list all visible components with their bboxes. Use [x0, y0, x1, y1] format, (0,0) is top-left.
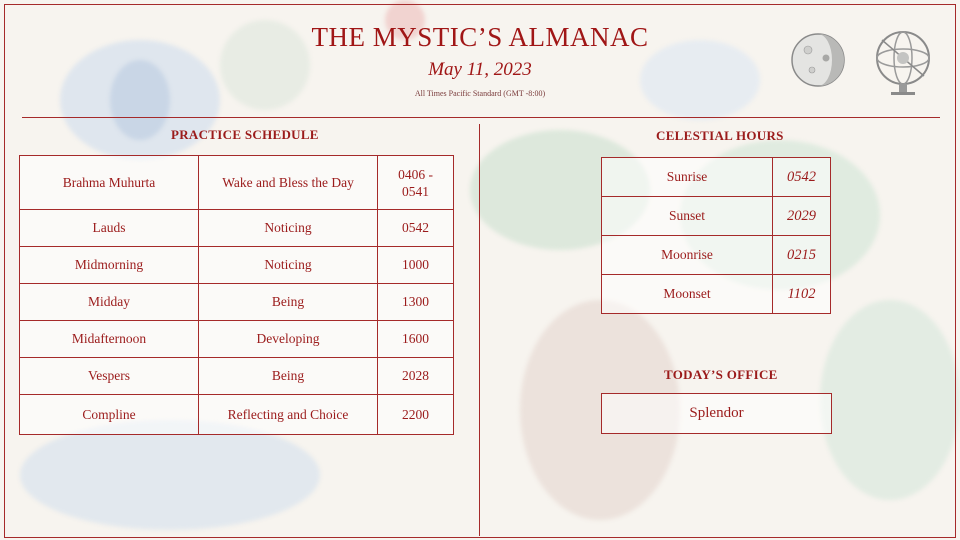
practice-cell: Noticing — [199, 210, 378, 247]
practice-schedule-title: PRACTICE SCHEDULE — [171, 127, 319, 142]
armillary-sphere-icon — [870, 26, 936, 98]
header-divider — [22, 117, 940, 118]
hour-cell: Brahma Muhurta — [20, 156, 199, 210]
time-cell: 2200 — [378, 395, 454, 435]
table-row — [20, 284, 454, 321]
table-row — [20, 358, 454, 395]
practice-cell: Reflecting and Choice — [199, 395, 378, 435]
celestial-time: 0215 — [773, 236, 831, 275]
time-cell: 1600 — [378, 321, 454, 358]
table-row — [602, 236, 831, 275]
table-row — [20, 156, 454, 210]
practice-cell: Wake and Bless the Day — [199, 156, 378, 210]
table-row — [602, 158, 831, 197]
todays-office-value: Splendor — [601, 393, 832, 434]
column-divider — [479, 124, 480, 536]
hour-cell: Midafternoon — [20, 321, 199, 358]
table-row — [20, 395, 454, 435]
hour-cell: Compline — [20, 395, 199, 435]
table-row — [602, 197, 831, 236]
practice-schedule-table — [19, 155, 454, 435]
celestial-hours-title: CELESTIAL HOURS — [656, 128, 784, 143]
celestial-hours-table — [601, 157, 831, 314]
celestial-label: Sunrise — [602, 158, 773, 197]
time-cell: 2028 — [378, 358, 454, 395]
practice-cell: Being — [199, 284, 378, 321]
time-cell: 0406 - 0541 — [378, 156, 454, 210]
moon-globe-icon — [790, 28, 846, 92]
celestial-time: 1102 — [773, 275, 831, 314]
hour-cell: Lauds — [20, 210, 199, 247]
hour-cell: Midday — [20, 284, 199, 321]
time-cell: 1300 — [378, 284, 454, 321]
todays-office-title: TODAY’S OFFICE — [664, 367, 778, 382]
hour-cell: Vespers — [20, 358, 199, 395]
page-title: THE MYSTIC’S ALMANAC — [311, 22, 649, 52]
practice-cell: Noticing — [199, 247, 378, 284]
almanac-date: May 11, 2023 — [428, 59, 532, 80]
table-row — [602, 275, 831, 314]
celestial-label: Moonset — [602, 275, 773, 314]
time-cell: 1000 — [378, 247, 454, 284]
celestial-label: Sunset — [602, 197, 773, 236]
timezone-note: All Times Pacific Standard (GMT -8:00) — [414, 89, 546, 98]
hour-cell: Midmorning — [20, 247, 199, 284]
practice-cell: Being — [199, 358, 378, 395]
celestial-time: 2029 — [773, 197, 831, 236]
table-row — [20, 321, 454, 358]
celestial-label: Moonrise — [602, 236, 773, 275]
celestial-time: 0542 — [773, 158, 831, 197]
practice-cell: Developing — [199, 321, 378, 358]
time-cell: 0542 — [378, 210, 454, 247]
table-row — [20, 247, 454, 284]
table-row — [20, 210, 454, 247]
